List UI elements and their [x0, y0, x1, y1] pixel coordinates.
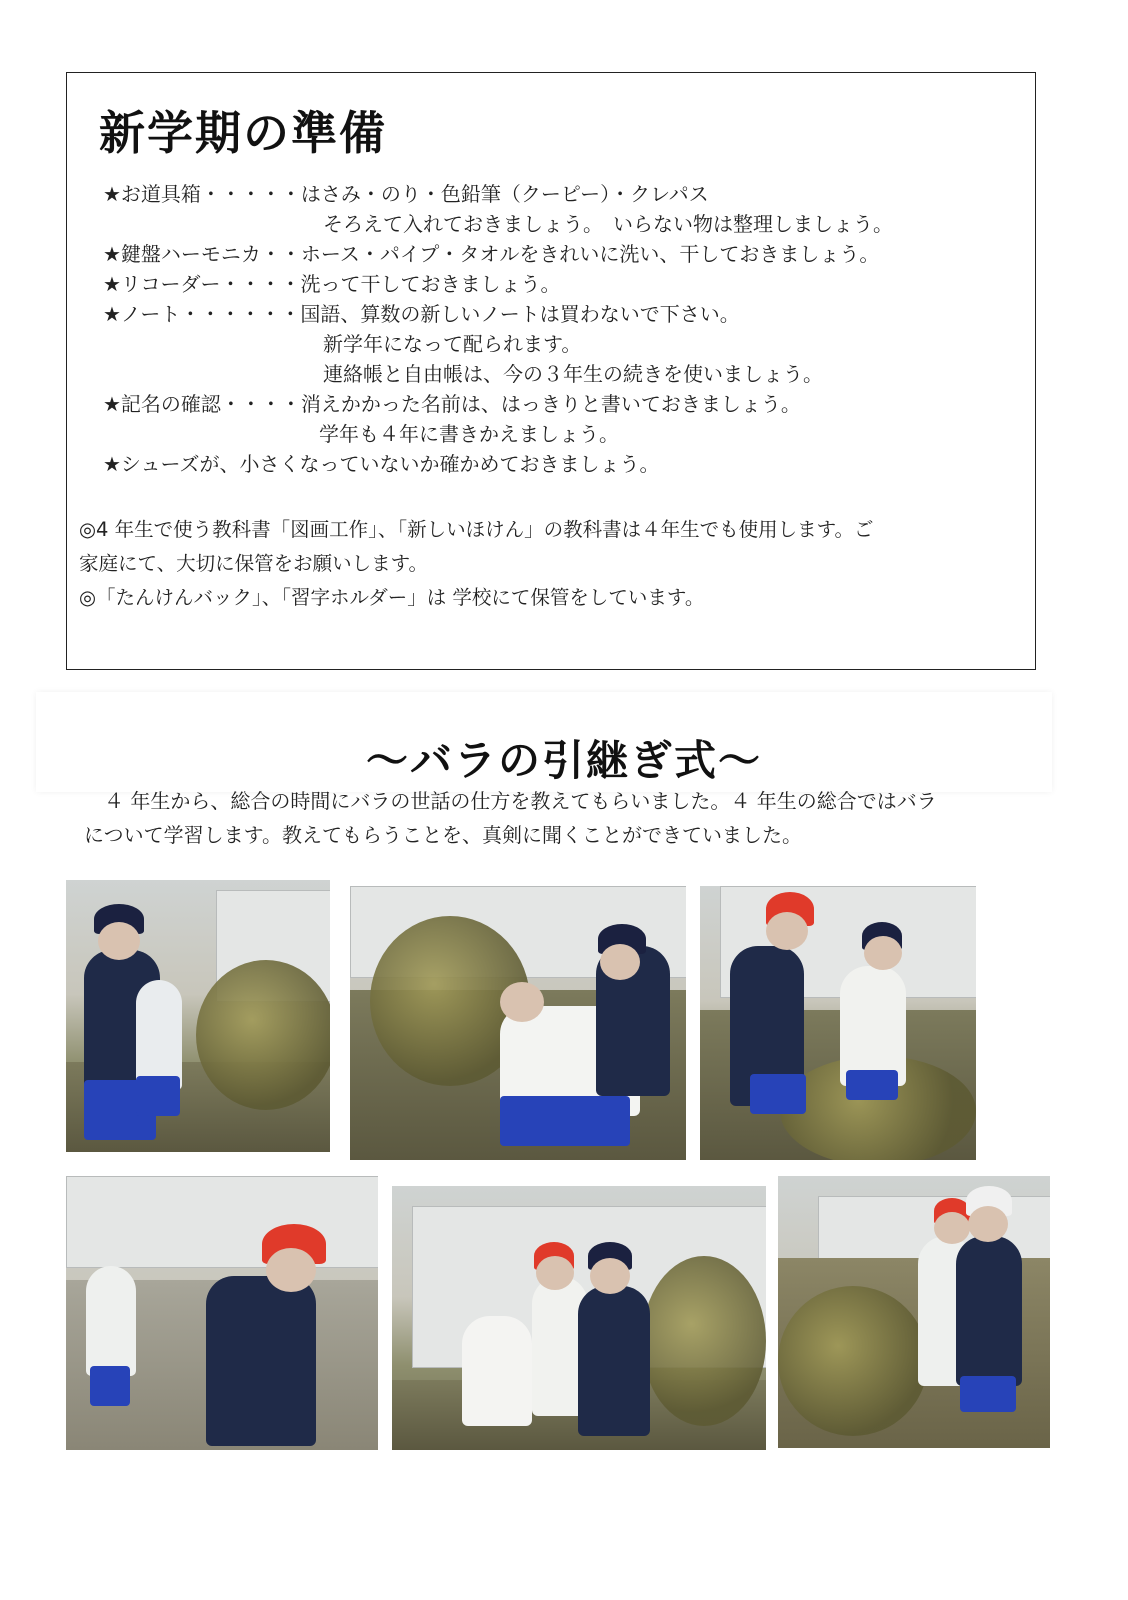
prep-item-notebook: ★ノート・・・・・・国語、算数の新しいノートは買わないで下さい。 [103, 302, 740, 326]
prep-item-tool-box-cont: そろえて入れておきましょう。 いらない物は整理しましょう。 [323, 212, 893, 236]
note-textbooks-cont: 家庭にて、大切に保管をお願いします。 [79, 552, 429, 575]
new-term-preparation-box [66, 72, 1036, 670]
prep-item-name-check-cont: 学年も４年に書きかえましょう。 [319, 422, 619, 446]
rose-photo-3 [700, 886, 976, 1160]
prep-title: 新学期の準備 [99, 106, 387, 160]
rose-photo-2 [350, 886, 686, 1160]
prep-item-harmonica: ★鍵盤ハーモニカ・・ホース・パイプ・タオルをきれいに洗い、干しておきましょう。 [103, 242, 880, 266]
prep-item-notebook-cont-1: 新学年になって配られます。 [323, 332, 582, 356]
rose-photo-1 [66, 880, 330, 1152]
rose-paragraph-line-1: ４ 年生から、総合の時間にバラの世話の仕方を教えてもらいました。４ 年生の総合ではバラ [84, 789, 937, 813]
note-storage: ◎「たんけんバック」、「習字ホルダー」は 学校にて保管をしています。 [79, 586, 705, 609]
rose-section-title: ～バラの引継ぎ式～ [365, 736, 762, 785]
prep-item-shoes: ★シューズが、小さくなっていないか確かめておきましょう。 [103, 452, 660, 476]
rose-photo-5 [392, 1186, 766, 1450]
rose-photo-6 [778, 1176, 1050, 1448]
rose-photo-4 [66, 1176, 378, 1450]
prep-item-tool-box: ★お道具箱・・・・・はさみ・のり・色鉛筆（クーピー）・クレパス [103, 182, 709, 206]
prep-item-name-check: ★記名の確認・・・・消えかかった名前は、はっきりと書いておきましょう。 [103, 392, 801, 416]
prep-item-notebook-cont-2: 連絡帳と自由帳は、今の３年生の続きを使いましょう。 [323, 362, 823, 386]
prep-item-recorder: ★リコーダー・・・・洗って干しておきましょう。 [103, 272, 561, 296]
note-textbooks: ◎4 年生で使う教科書「図画工作」、「新しいほけん」の教科書は４年生でも使用します。ご [79, 518, 874, 541]
rose-paragraph-line-2: について学習します。教えてもらうことを、真剣に聞くことができていました。 [84, 823, 802, 847]
